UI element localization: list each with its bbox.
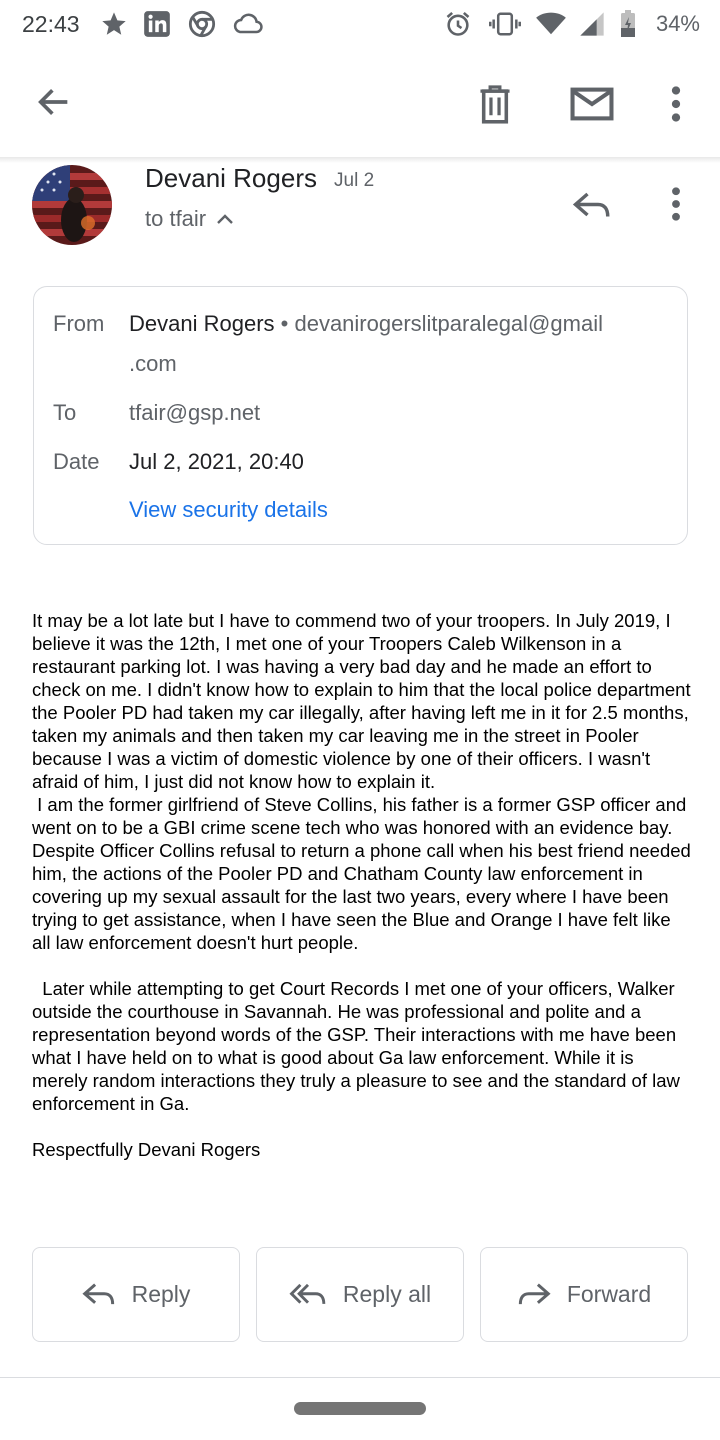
body-paragraph-1: It may be a lot late but I have to commend two of your troopers. In July 2019, I believe it was the 12th, I met one of your Troopers Caleb Wilkenson in a restaurant parking lot. I was having a very bad day and he made an effort to check on me. I didn't know how to explain to him that the local police department the Pooler PD had taken my car illegally, after having left me in it for 2.5 months, taken my animals and then taken my car leaving me in the street in Pooler because I was a victim of domestic violence by one of their officers. I wasn't afraid of him, I just did not know how to explain it.	[32, 610, 696, 792]
reply-all-icon	[289, 1282, 327, 1308]
bottom-divider	[0, 1377, 720, 1378]
avatar[interactable]	[32, 165, 112, 245]
from-email: devanirogerslitparalegal@gmail	[294, 311, 603, 336]
body-paragraph-3: Later while attempting to get Court Records I met one of your officers, Walker outside the courthouse in Savannah. He was professional and polite and a representation beyond words of the GSP. Their interactions with me have been what I have held on to what is good about Ga law enforcement. While it is merely random interactions they truly a pleasure to see and the standard of law enforcement in Ga.	[32, 978, 685, 1114]
more-vert-icon	[670, 86, 682, 122]
back-arrow-icon	[34, 82, 74, 122]
from-label: From	[53, 311, 105, 336]
forward-button[interactable]	[480, 1247, 688, 1342]
battery-charging-icon	[616, 10, 640, 38]
from-email-continued: .com	[129, 351, 177, 376]
avatar-flag-image	[32, 165, 112, 245]
chevron-up-icon	[216, 213, 234, 225]
to-value: tfair@gsp.net	[129, 400, 261, 425]
more-vert-icon	[670, 187, 682, 221]
email-details-card	[33, 286, 688, 545]
trash-icon	[475, 83, 515, 125]
mark-unread-button[interactable]	[564, 76, 620, 132]
vibrate-icon	[488, 10, 522, 38]
app-bar-divider	[0, 157, 720, 163]
from-value	[129, 311, 603, 337]
message-more-button[interactable]	[648, 176, 704, 232]
linkedin-icon	[143, 10, 171, 38]
from-separator: •	[280, 311, 289, 336]
reply-icon	[572, 191, 612, 221]
sender-name: Devani Rogers	[145, 163, 317, 193]
app-bar	[0, 52, 720, 160]
alarm-icon	[444, 10, 472, 38]
gesture-navigation-handle[interactable]	[294, 1402, 426, 1415]
status-time: 22:43	[22, 11, 80, 37]
email-date: Jul 2	[334, 170, 375, 191]
reply-label: Reply	[131, 1281, 191, 1307]
chrome-icon	[188, 10, 216, 38]
from-name: Devani Rogers	[129, 311, 275, 336]
more-options-button[interactable]	[648, 76, 704, 132]
recipients-toggle[interactable]	[145, 206, 234, 232]
message-body	[32, 609, 696, 1161]
date-value: Jul 2, 2021, 20:40	[129, 449, 304, 474]
reply-all-button[interactable]	[256, 1247, 464, 1342]
back-button[interactable]	[26, 74, 82, 130]
star-icon	[100, 10, 128, 38]
reply-icon-button[interactable]	[564, 178, 620, 234]
date-label: Date	[53, 449, 100, 474]
forward-label: Forward	[566, 1281, 652, 1307]
reply-icon	[82, 1282, 116, 1308]
signal-icon	[578, 10, 606, 38]
to-label: To	[53, 400, 77, 425]
mail-icon	[570, 86, 614, 122]
recipients-summary: to tfair	[145, 206, 207, 231]
delete-button[interactable]	[467, 76, 523, 132]
body-paragraph-2: I am the former girlfriend of Steve Collins, his father is a former GSP officer and went on to be a GBI crime scene tech who was honored with an evidence bay. Despite Officer Collins refusal to return a phone call when his best friend needed him, the actions of the Pooler PD and Chatham County law enforcement in covering up my sexual assault for the last two years, every where I have been trying to get assistance, when I have seen the Blue and Orange I have felt like all law enforcement doesn't hurt people.	[32, 794, 696, 953]
status-bar	[0, 0, 720, 52]
reply-all-label: Reply all	[342, 1281, 432, 1307]
forward-icon	[517, 1282, 551, 1308]
signature: Respectfully Devani Rogers	[32, 1139, 261, 1160]
cloud-icon	[232, 10, 264, 38]
reply-button[interactable]	[32, 1247, 240, 1342]
view-security-details-link[interactable]: View security details	[129, 497, 328, 522]
battery-percent: 34%	[655, 11, 700, 36]
wifi-icon	[535, 10, 567, 38]
